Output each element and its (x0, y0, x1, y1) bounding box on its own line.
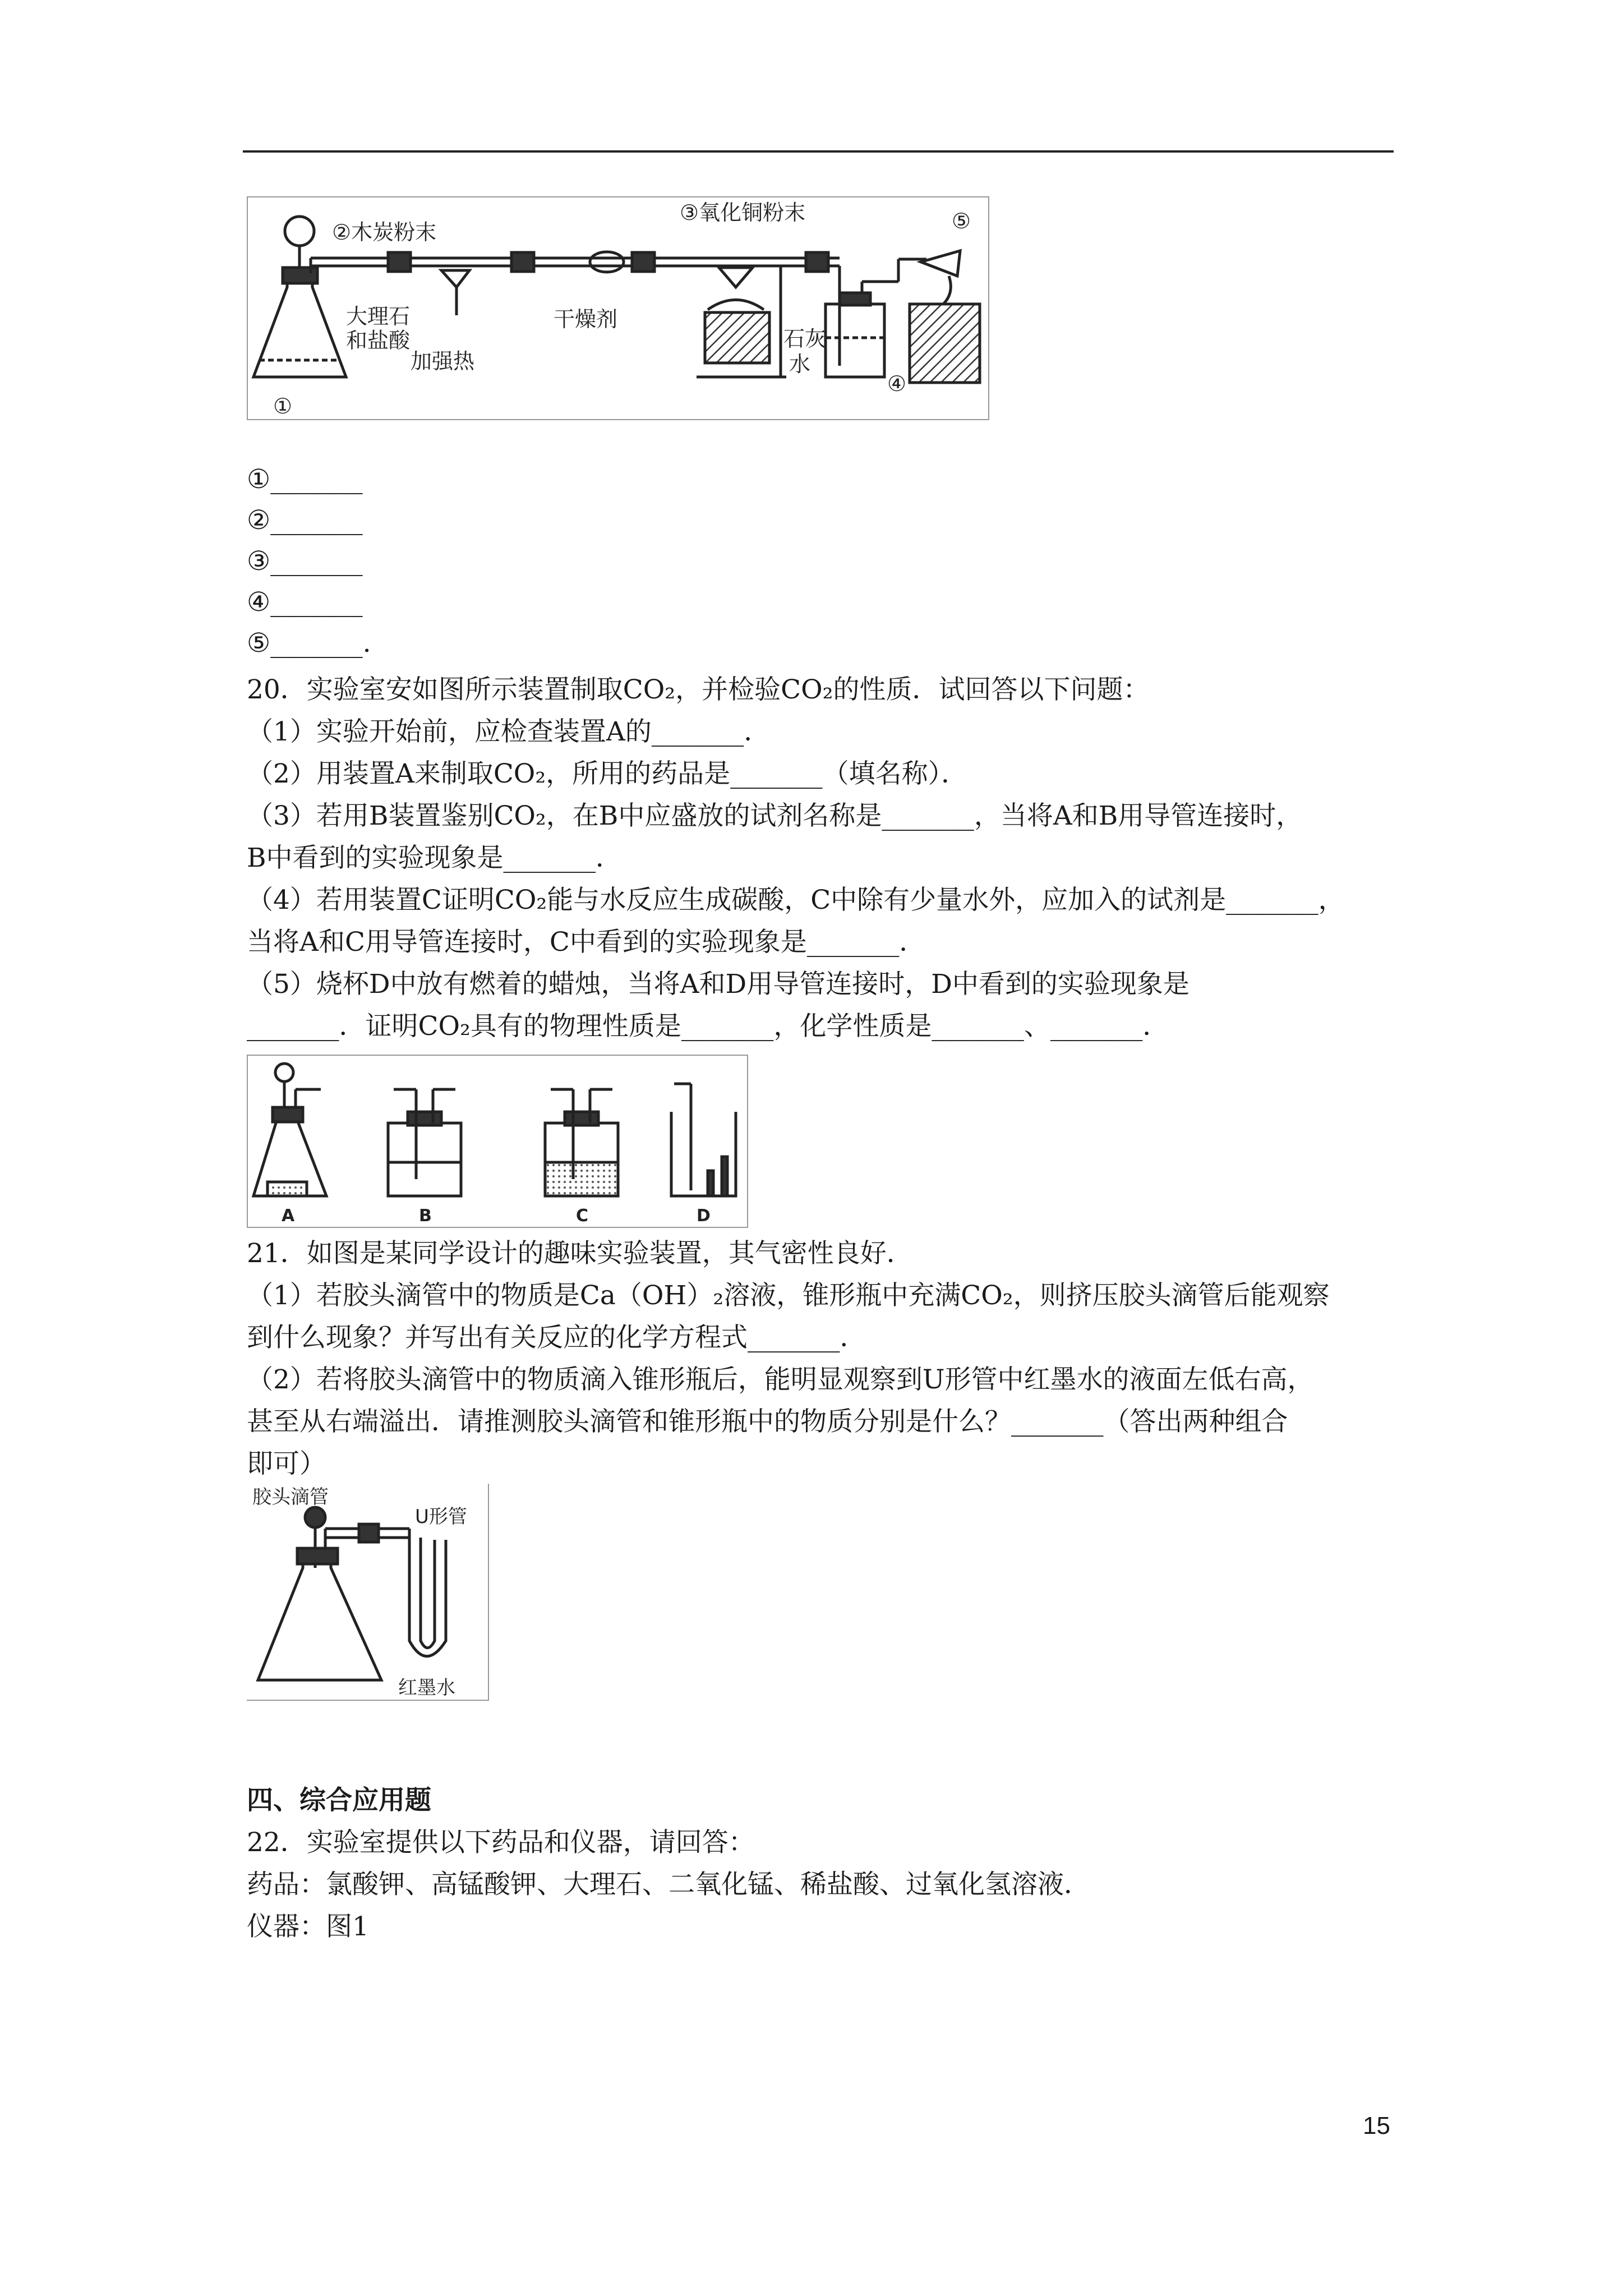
fig1-label-cuo: ③氧化铜粉末 (680, 200, 806, 225)
q20-p3a: （3）若用B装置鉴别CO₂，在B中应盛放的试剂名称是_______，当将A和B用导管连接时， (247, 800, 1303, 831)
fig2-label-c: C (576, 1206, 589, 1226)
q20-p1: （1）实验开始前，应检查装置A的_______． (247, 716, 771, 747)
fig1-label-dryer: 干燥剂 (554, 307, 618, 332)
fig3-label-ink: 红墨水 (398, 1677, 455, 1699)
fig1-num1: ① (273, 394, 293, 418)
figure-u-tube (247, 1484, 489, 1701)
fig1-label-charcoal: ②木炭粉末 (332, 220, 437, 245)
fig3-label-utube: U形管 (415, 1506, 467, 1528)
fig2-label-a: A (282, 1206, 295, 1226)
q20-p3b: B中看到的实验现象是_______． (247, 843, 623, 873)
section4-title: 四、综合应用题 (247, 1785, 431, 1816)
figure-abcd (247, 1055, 748, 1228)
q22-instruments: 仪器：图1 (247, 1911, 369, 1942)
q20-p4a: （4）若用装置C证明CO₂能与水反应生成碳酸，C中除有少量水外，应加入的试剂是_______， (247, 885, 1345, 915)
q20-stem: 20．实验室安如图所示装置制取CO₂，并检验CO₂的性质．试回答以下问题： (247, 674, 1150, 705)
page-number: 15 (1363, 2112, 1390, 2139)
q21-stem: 21．如图是某同学设计的趣味实验装置，其气密性良好． (247, 1238, 913, 1269)
fig1-num5: ⑤ (952, 209, 971, 233)
q20-p5b: _______．证明CO₂具有的物理性质是_______，化学性质是_______、_______． (247, 1011, 1169, 1042)
q20-p2: （2）用装置A来制取CO₂，所用的药品是_______（填名称）． (247, 758, 968, 789)
blank-4: ④_______ (247, 587, 363, 618)
q21-p1b: 到什么现象？并写出有关反应的化学方程式_______． (247, 1322, 866, 1353)
fig1-label-lime1: 石灰 (783, 326, 827, 351)
q20-p5a: （5）烧杯D中放有燃着的蜡烛，当将A和D用导管连接时，D中看到的实验现象是 (247, 969, 1189, 1000)
blank-1: ①_______ (247, 464, 363, 495)
blank-3: ③_______ (247, 546, 363, 577)
fig1-label-lime2: 水 (789, 352, 811, 376)
fig1-label-marble2: 和盐酸 (346, 328, 411, 353)
q21-p1a: （1）若胶头滴管中的物质是Ca（OH）₂溶液，锥形瓶中充满CO₂，则挤压胶头滴管后能观察 (247, 1280, 1330, 1311)
q20-p4b: 当将A和C用导管连接时，C中看到的实验现象是_______． (247, 927, 926, 958)
fig1-label-heat: 加强热 (411, 349, 475, 374)
fig3-label-dropper: 胶头滴管 (252, 1486, 329, 1508)
q22-stem: 22．实验室提供以下药品和仪器，请回答： (247, 1827, 755, 1858)
q22-drugs: 药品：氯酸钾、高锰酸钾、大理石、二氧化锰、稀盐酸、过氧化氢溶液． (247, 1869, 1090, 1900)
header-rule (243, 150, 1394, 153)
q21-p2b: 甚至从右端溢出．请推测胶头滴管和锥形瓶中的物质分别是什么？_______（答出两种组合 (247, 1406, 1288, 1437)
figure-apparatus-chain (247, 196, 989, 420)
blank-2: ②_______ (247, 505, 363, 536)
fig1-label-marble1: 大理石 (346, 304, 411, 329)
fig2-label-d: D (697, 1206, 711, 1226)
q21-p2c: 即可） (247, 1448, 326, 1479)
fig2-label-b: B (419, 1206, 432, 1226)
fig1-num4: ④ (887, 371, 907, 396)
q21-p2a: （2）若将胶头滴管中的物质滴入锥形瓶后，能明显观察到U形管中红墨水的液面左低右高， (247, 1364, 1314, 1395)
blank-5: ⑤_______. (247, 628, 371, 659)
